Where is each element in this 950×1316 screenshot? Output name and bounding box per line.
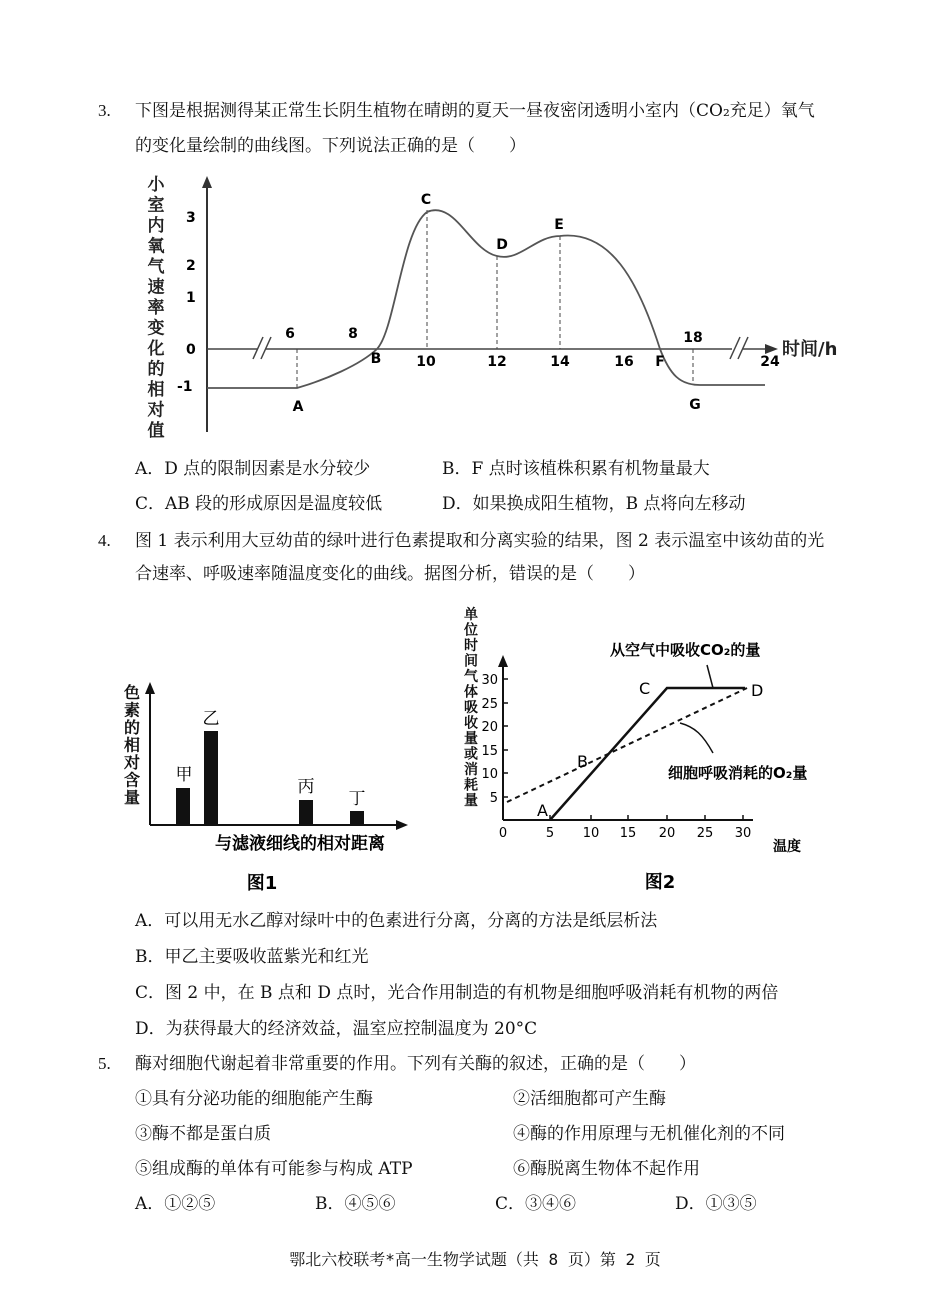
q4-stem-line2: 合速率、呼吸速率随温度变化的曲线。据图分析，错误的是（ ） (135, 564, 645, 584)
q3-stem-line1: 下图是根据测得某正常生长阴生植物在晴朗的夏天一昼夜密闭透明小室内（CO₂充足）氧气 (135, 101, 815, 121)
fig2-point-label: B (577, 752, 588, 771)
fig2-xtick: 10 (582, 826, 600, 841)
q3-option-d[interactable]: D．如果换成阳生植物，B 点将向左移动 (442, 494, 746, 514)
fig2-xtick: 30 (734, 826, 752, 841)
q3-ylabel-char: 小 (147, 175, 165, 195)
q3-ylabel-char: 率 (147, 298, 165, 318)
fig2-xtick: 25 (696, 826, 714, 841)
fig2-ylabel-char: 吸 (464, 700, 478, 716)
fig2-ytick: 10 (481, 767, 498, 782)
q3-ylabel (147, 174, 166, 441)
fig2-ytick: 5 (489, 791, 498, 806)
q4-option-c[interactable]: C．图 2 中，在 B 点和 D 点时，光合作用制造的有机物是细胞呼吸消耗有机物的两倍 (135, 983, 779, 1003)
q4-fig1 (118, 680, 428, 895)
q3-point-label: F (655, 354, 665, 370)
fig1-ylabel-char: 相 (123, 735, 141, 755)
fig1-caption: 图1 (246, 873, 278, 894)
q3-ylabel-char: 室 (147, 195, 165, 216)
fig2-point-label: C (639, 679, 651, 698)
q3-ytick: 0 (186, 342, 196, 358)
fig1-ylabel-char: 素 (123, 700, 141, 720)
q3-stem-line2: 的变化量绘制的曲线图。下列说法正确的是（ ） (135, 136, 526, 156)
q3-ytick: 1 (186, 290, 196, 306)
q3-point-label: G (689, 397, 701, 413)
q3-ylabel-char: 速 (147, 277, 165, 298)
fig2-ytick: 30 (481, 673, 498, 688)
q3-xtick: 12 (487, 354, 507, 370)
fig1-ylabel-char: 色 (123, 683, 141, 702)
q3-point-label: E (554, 217, 564, 233)
q3-xtick: 18 (683, 330, 703, 346)
q3-ylabel-char: 值 (147, 421, 165, 441)
q3-ylabel-char: 内 (147, 216, 165, 236)
fig1-xlabel: 与滤液细线的相对距离 (215, 834, 385, 854)
q5-statement: ⑥酶脱离生物体不起作用 (513, 1159, 700, 1179)
fig2-caption: 图2 (644, 872, 676, 893)
q3-curve (207, 210, 765, 388)
fig2-ylabel-char: 气 (464, 669, 478, 685)
q5-statement: ②活细胞都可产生酶 (513, 1089, 666, 1109)
q3-option-b[interactable]: B．F 点时该植株积累有机物量最大 (442, 459, 710, 479)
fig2-ylabel (463, 606, 479, 809)
fig2-ylabel-char: 位 (464, 622, 478, 639)
q3-point-label: D (496, 237, 508, 253)
q3-xtick: 16 (614, 354, 634, 370)
fig1-bar-label: 乙 (202, 709, 220, 729)
q4-option-b[interactable]: B．甲乙主要吸收蓝紫光和红光 (135, 947, 369, 967)
q4-number: 4. (98, 531, 111, 550)
fig2-label-co2: 从空气中吸收CO₂的量 (610, 641, 761, 659)
q3-xtick: 14 (550, 354, 570, 370)
q3-chart (140, 170, 860, 445)
q3-point-label: C (420, 192, 432, 208)
fig1-ylabel-char: 量 (123, 788, 141, 807)
fig2-label-o2: 细胞呼吸消耗的O₂量 (668, 764, 808, 782)
fig2-ylabel-char: 单 (464, 607, 478, 623)
q3-ylabel-char: 化 (147, 339, 165, 359)
fig2-ytick: 25 (481, 697, 498, 712)
q5-statement: ③酶不都是蛋白质 (135, 1124, 271, 1144)
fig1-bar-label: 丁 (348, 789, 366, 809)
q3-ylabel-char: 对 (147, 400, 165, 421)
q5-stem: 酶对细胞代谢起着非常重要的作用。下列有关酶的叙述，正确的是（ ） (135, 1054, 696, 1074)
q3-point-label: B (370, 351, 382, 367)
fig2-point-label: D (751, 681, 764, 700)
q4-stem-line1: 图 1 表示利用大豆幼苗的绿叶进行色素提取和分离实验的结果，图 2 表示温室中该幼苗的光 (135, 531, 825, 551)
q4-option-d[interactable]: D．为获得最大的经济效益，温室应控制温度为 20°C (135, 1019, 538, 1039)
q5-statement: ④酶的作用原理与无机催化剂的不同 (513, 1124, 785, 1144)
fig2-xlabel: 温度 (773, 839, 801, 855)
q3-ytick: 2 (186, 258, 196, 274)
q4-option-a[interactable]: A．可以用无水乙醇对绿叶中的色素进行分离，分离的方法是纸层析法 (135, 911, 658, 931)
fig2-point-label: A (537, 801, 548, 820)
page-footer: 鄂北六校联考*高一生物学试题（共 8 页）第 2 页 (289, 1250, 661, 1269)
fig2-ytick: 15 (481, 744, 498, 759)
q3-ytick: -1 (177, 379, 193, 395)
q3-number: 3. (98, 101, 111, 120)
fig2-o2-line (507, 688, 747, 802)
q3-ylabel-char: 的 (147, 359, 165, 380)
fig2-ylabel-char: 量 (464, 793, 478, 809)
q3-option-c[interactable]: C．AB 段的形成原因是温度较低 (135, 494, 383, 514)
q5-option-c[interactable]: C．③④⑥ (495, 1194, 577, 1214)
q5-option-d[interactable]: D．①③⑤ (675, 1194, 757, 1214)
q3-point-label: A (292, 399, 304, 415)
fig2-ylabel-char: 消 (464, 762, 478, 778)
fig2-xtick: 20 (658, 826, 676, 841)
fig2-ylabel-char: 时 (464, 638, 478, 654)
q3-option-a[interactable]: A．D 点的限制因素是水分较少 (135, 459, 371, 479)
q3-ylabel-char: 相 (147, 380, 165, 400)
fig1-bar-jia (176, 788, 190, 825)
q5-statement: ①具有分泌功能的细胞能产生酶 (135, 1089, 373, 1109)
q3-xtick: 8 (348, 326, 358, 342)
fig2-ytick: 20 (481, 720, 498, 735)
q3-xtick: 10 (416, 354, 436, 370)
fig2-ylabel-char: 间 (464, 653, 478, 670)
fig1-ylabel-char: 的 (123, 718, 141, 737)
q5-option-b[interactable]: B．④⑤⑥ (315, 1194, 396, 1214)
fig1-bar-label: 丙 (297, 777, 315, 797)
q3-xtick: 24 (760, 354, 780, 370)
q3-xlabel: 时间/h (782, 339, 838, 360)
fig1-bar-yi (204, 731, 218, 825)
fig2-xtick: 15 (619, 826, 637, 841)
q3-ytick: 3 (186, 210, 196, 226)
q3-ylabel-char: 气 (147, 257, 165, 277)
q5-option-a[interactable]: A．①②⑤ (135, 1194, 216, 1214)
q5-number: 5. (98, 1054, 111, 1073)
fig2-xtick: 0 (498, 826, 508, 841)
fig1-bar-bing (299, 800, 313, 825)
q5-statement: ⑤组成酶的单体有可能参与构成 ATP (135, 1159, 413, 1179)
fig2-ylabel-char: 耗 (464, 777, 478, 794)
q3-ylabel-char: 变 (147, 318, 165, 339)
fig1-ylabel-char: 含 (123, 770, 141, 790)
fig1-ylabel (123, 683, 140, 807)
fig2-ylabel-char: 量 (464, 731, 478, 747)
fig2-xtick: 5 (545, 826, 555, 841)
q3-xtick: 6 (285, 326, 295, 342)
q3-ylabel-char: 氧 (147, 236, 165, 257)
fig2-ylabel-char: 体 (464, 684, 478, 701)
fig1-ylabel-char: 对 (123, 753, 141, 772)
fig2-ylabel-char: 收 (464, 715, 478, 732)
fig2-ylabel-char: 或 (464, 746, 478, 763)
fig1-bar-ding (350, 811, 364, 825)
q3-y-arrow (202, 176, 212, 188)
fig1-bar-label: 甲 (175, 765, 193, 785)
q4-fig2 (455, 605, 835, 895)
